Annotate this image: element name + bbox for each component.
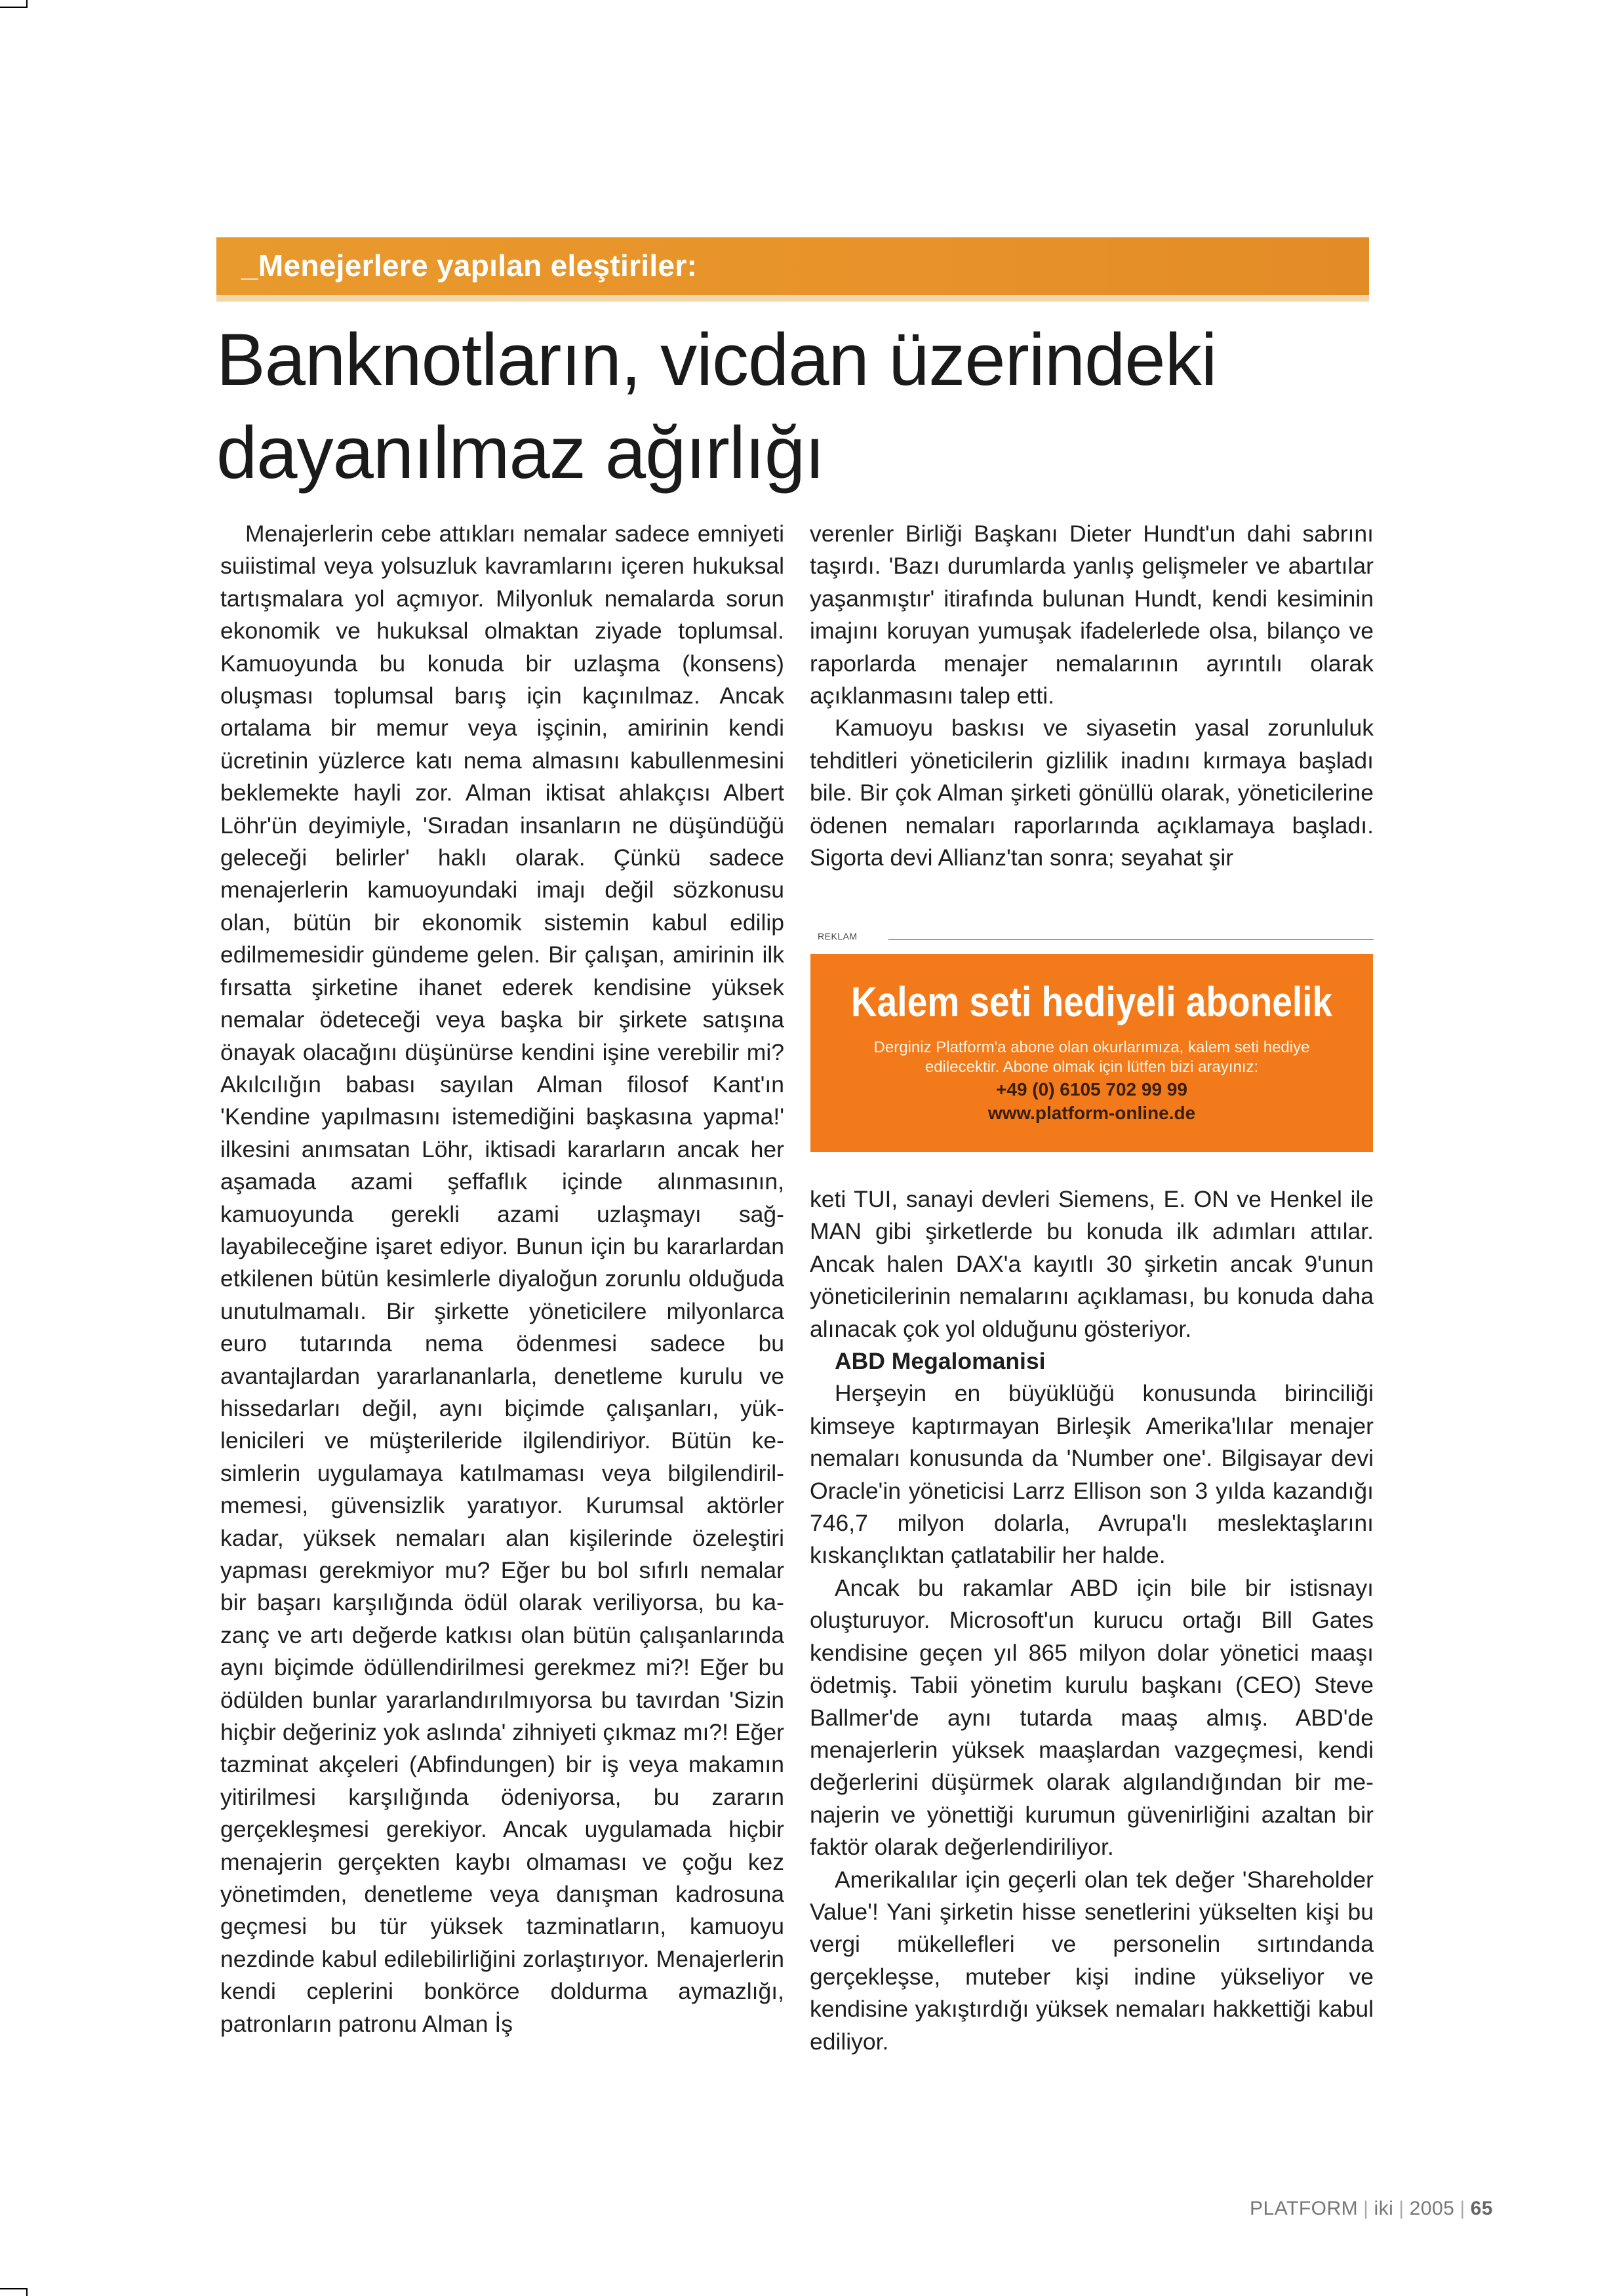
page-number: 65 — [1470, 2198, 1493, 2219]
crop-mark-top-left-v — [26, 0, 28, 8]
ad-label: REKLAM — [818, 931, 858, 941]
article-title — [216, 313, 1397, 500]
ad-website-link[interactable]: www.platform-online.de — [987, 1103, 1196, 1123]
subscription-ad[interactable] — [810, 954, 1373, 1152]
page-footer — [1250, 2198, 1493, 2220]
title-line-2: dayanılmaz ağırlığı — [216, 412, 825, 494]
subheading: ABD Megalomanisi — [835, 1348, 1046, 1375]
right-column-top — [810, 518, 1374, 874]
right-paragraph-2: Kamuoyu baskısı ve siyasetin yasal zorunluluk tehditleri yöneticilerin gizlilik inadını kırmaya başladı bile. Bir çok Alman şirketi gönüllü olarak, yöneticilerine ödenen nemaları raporlarında açıklamaya başladı. Sigorta devi Allianz'tan sonra; seyahat şir — [810, 715, 1374, 871]
right-bottom-paragraph-3: Ancak bu rakamlar ABD için bile bir istisnayı oluşturuyor. Microsoft'un kurucu ortağı Bill Gates kendisine geçen yıl 865 milyon dolar yönetici maaşı ödetmiş. Tabii yönetim kurulu başkanı (CEO) Steve Ballmer'de aynı tutarda maaş almış. ABD'de menajerlerin yüksek maaşlardan vazgeçmesi, kendi değerlerini düşürmek olarak algılandığından bir menajerin ve yönettiği kurumun güvenirliğini azaltan bir faktör olarak değerlendiriliyor. — [810, 1574, 1374, 1861]
ad-title: Kalem seti hediyeli abonelik — [850, 978, 1333, 1025]
footer-issue: iki — [1374, 2198, 1394, 2219]
crop-mark-bottom-left-v — [26, 2288, 28, 2296]
right-bottom-paragraph-4: Amerikalılar için geçerli olan tek değer 'Shareholder Value'! Yani şirketin hisse senetlerini yükselten kişi bu vergi mükellefleri ve personelin sırtındanda gerçekleşse, muteber kişi indine yükseliyor ve kendisine yakıştırdığı yüksek nemaları hakkettiği kabul ediliyor. — [810, 1866, 1374, 2055]
footer-magazine: PLATFORM — [1250, 2198, 1359, 2219]
ad-text-line-2: edilecektir. Abone olmak için lütfen bizi arayınız: — [925, 1058, 1259, 1076]
right-column-bottom — [810, 1183, 1374, 2058]
title-line-1: Banknotların, vicdan üzerindeki — [216, 319, 1217, 401]
ad-text-line-1: Derginiz Platform'a abone olan okurlarımıza, kalem seti hediye — [873, 1039, 1310, 1056]
left-paragraph-1: Menajerlerin cebe attıkları nemalar sadece emniyeti suiistimal veya yolsuzluk kavramlarını içeren hukuksal tartışmalara yol açmıyor. Milyonluk nemalarda sorun ekonomik ve hukuksal olmaktan ziyade toplumsal. Kamuoyunda bu konuda bir uzlaşma (konsens) oluşması toplumsal barış için kaçınılmaz. Ancak ortalama bir memur veya işçinin, amirinin kendi ücretinin yüzlerce katı nema almasını kabullenmesini beklemekte hayli zor. Alman iktisat ahlakçısı Albert Löhr'ün deyimiyle, 'Sıradan insanların ne düşündüğü geleceği belirler' haklı olarak. Çünkü sadece menajerlerin kamuoyundaki imajı değil sözkonusu olan, bütün bir ekonomik sistemin kabul edilip edilmemesidir gündeme gelen. Bir çalışan, amirinin ilk fırsatta şirketine ihanet ederek kendisine yüksek nemalar ödeteceği veya başka bir şirkete satışına önayak olacağını düşünürse kendini işine verebilir mi? Akılcılığın babası sayılan Alman filosof Kant'ın 'Kendine yapılmasını istemediğini başkasına yapma!' ilkesini anımsatan Löhr, iktisadi kararların ancak her aşamada azami şeffaflık içinde alınmasının, kamuoyunda gerekli azami uzlaşmayı sağlayabileceğine işaret ediyor. Bunun için bu kararlardan etkilenen bütün kesimlerle diyaloğun zorunlu olduğuda unutulmamalı. Bir şirkette yöneticilere milyonlarca euro tutarında nema ödenmesi sadece bu avantajlardan yararlananlarla, denetleme kurulu ve hissedarları değil, aynı biçimde çalışanları, yüklenicileri ve müşterileride ilgilendiriyor. Bütün kesimlerin uygulamaya katılmaması veya bilgilendirilmemesi, güvensizlik yaratıyor. Kurumsal aktörler kadar, yüksek nemaları alan kişilerinde özeleştiri yapması gerekmiyor mu? Eğer bu bol sıfırlı nemalar bir başarı karşılığında ödül olarak veriliyorsa, bu kazanç ve artı değerde katkısı olan bütün çalışanlarında aynı biçimde ödüllendirilmesi gerekmez mi?! Eğer bu ödülden bunlar yararlandırılmıyorsa bu tavırdan 'Sizin hiçbir değeriniz yok aslında' zihniyeti çıkmaz mı?! Eğer tazminat akçeleri (Abfindungen) bir iş veya makamın yitirilmesi karşılığında ödeniyorsa, bu zararın gerçekleşmesi gerekiyor. Ancak uygulamada hiçbir menajerin gerçekten kaybı olmaması ve çoğu kez yönetimden, denetleme veya danışman kadrosuna geçmesi bu tür yüksek tazminatların, kamuoyu nezdinde kabul edilebilirliğini zorlaştırıyor. Menajerlerin kendi ceplerini bonkörce doldurma aymazlığı, patronların patronu Alman İş — [220, 521, 784, 2037]
section-banner — [216, 237, 1369, 302]
right-bottom-paragraph-1: keti TUI, sanayi devleri Siemens, E. ON ve Henkel ile MAN gibi şirketlerde bu konuda ilk adımları attılar. Ancak halen DAX'a kayıtlı 30 şirketin ancak 9'unun yöneticilerinin nemalarını açıklaması, bu konuda daha alınacak çok yol olduğunu gösteriyor. — [810, 1186, 1374, 1342]
ad-divider — [888, 939, 1374, 940]
crop-mark-top-left-h — [0, 7, 26, 8]
footer-year: 2005 — [1409, 2198, 1455, 2219]
footer-separator: | — [1363, 2198, 1369, 2219]
right-bottom-paragraph-2: Herşeyin en büyüklüğü konusunda birinciliği kimseye kaptırmayan Birleşik Amerika'lılar menajer nemaları konusunda da 'Number one'. Bilgisayar devi Oracle'in yöneticisi Larrz Ellison son 3 yılda kazandığı 746,7 milyon dolarla, Avrupa'lı meslektaşlarını kıskançlıktan çatlatabilir her halde. — [810, 1380, 1374, 1569]
left-column — [220, 518, 784, 2040]
footer-separator: | — [1399, 2198, 1404, 2219]
ad-label-row — [810, 930, 1374, 949]
section-label: _Menejerlere yapılan eleştiriler: — [241, 248, 698, 283]
right-paragraph-1: verenler Birliği Başkanı Dieter Hundt'un dahi sabrını taşırdı. 'Bazı durumlarda yanlış gelişmeler ve abartılar yaşanmıştır' itirafında bulunan Hundt, kendi kesiminin imajını koruyan yumuşak ifadelerlede olsa, bilanço ve raporlarda menajer nemalarının ayrıntılı olarak açıklanmasını talep etti. — [810, 521, 1374, 709]
crop-mark-bottom-left-h — [0, 2288, 26, 2289]
footer-separator: | — [1460, 2198, 1465, 2219]
ad-description — [810, 1038, 1373, 1077]
ad-phone[interactable]: +49 (0) 6105 702 99 99 — [996, 1079, 1187, 1099]
